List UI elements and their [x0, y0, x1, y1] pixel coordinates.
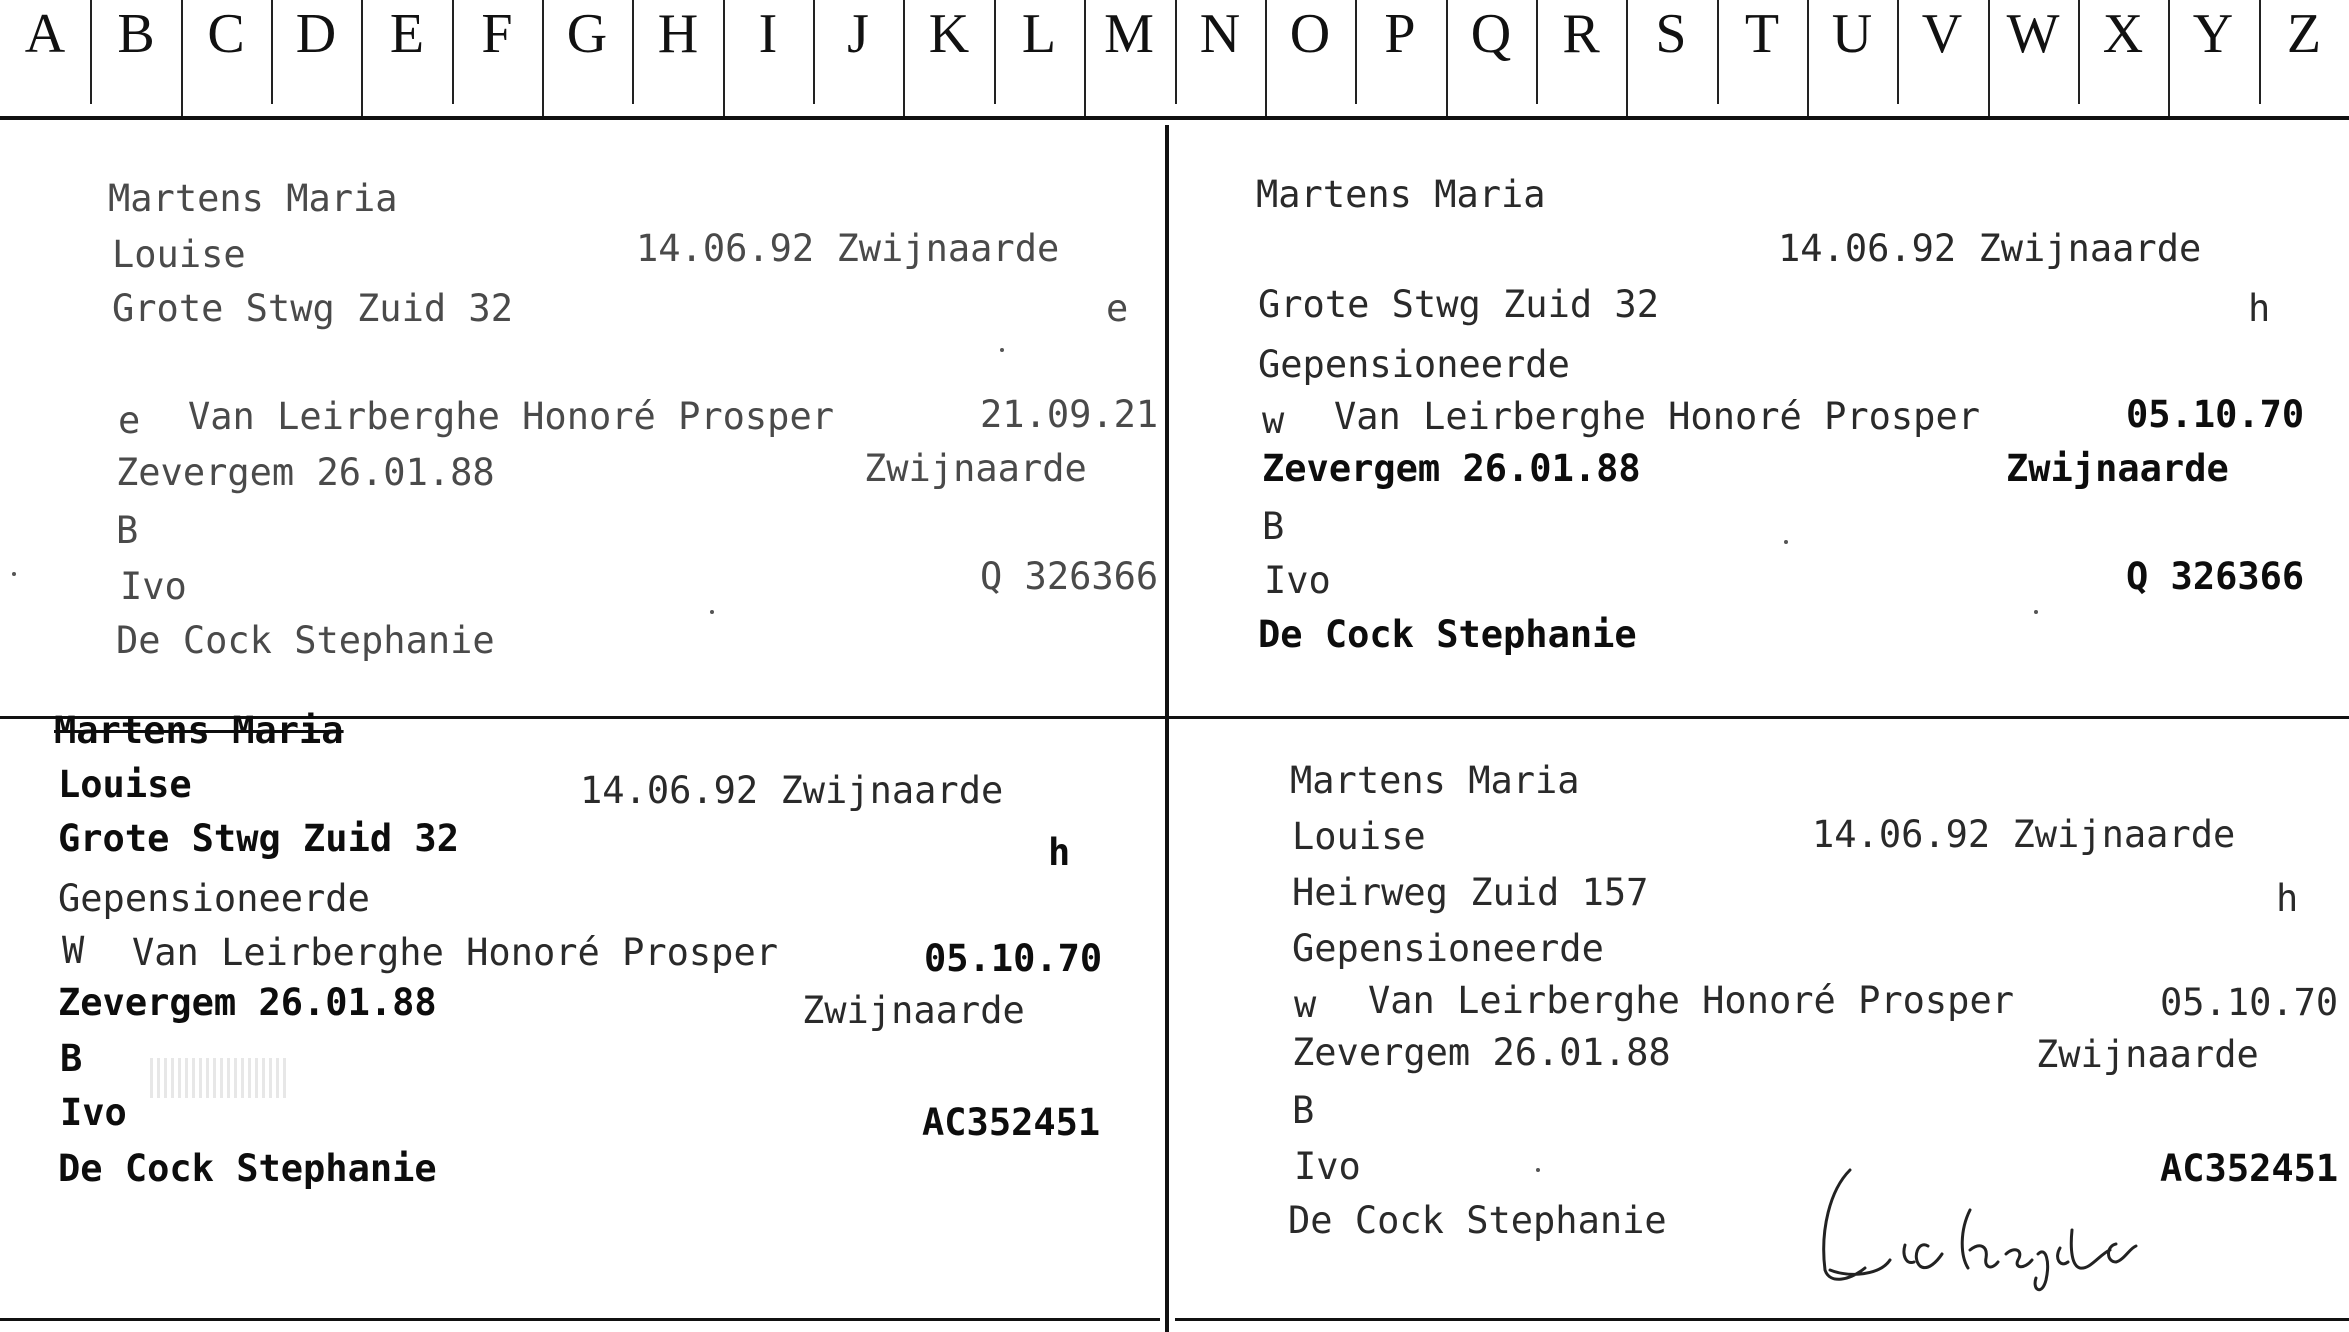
- index-divider: [723, 0, 725, 118]
- card-mother: De Cock Stephanie: [1258, 613, 1637, 656]
- card-address: Grote Stwg Zuid 32: [58, 817, 459, 860]
- index-divider: [1626, 0, 1628, 118]
- card-reference: AC352451: [2160, 1147, 2339, 1190]
- card-name-struck: Martens Maria: [54, 709, 344, 752]
- index-divider: [1536, 0, 1538, 104]
- index-divider: [632, 0, 634, 104]
- index-divider: [1717, 0, 1719, 104]
- index-letter-s: S: [1655, 3, 1687, 65]
- card-mark: e: [1106, 287, 1129, 330]
- card-letter: B: [60, 1037, 83, 1080]
- index-divider: [90, 0, 92, 104]
- index-letter-o: O: [1289, 3, 1331, 65]
- paper-speck: [2034, 610, 2038, 614]
- index-letter-g: G: [566, 3, 608, 65]
- card-spouse: Van Leirberghe Honoré Prosper: [1368, 979, 2015, 1022]
- card-letter: B: [116, 509, 139, 552]
- bottom-rule-left: [0, 1318, 1160, 1321]
- index-letter-j: J: [847, 3, 869, 65]
- card-spouse-birth: Zevergem 26.01.88: [116, 451, 495, 494]
- index-letter-b: B: [117, 3, 155, 65]
- card-birth: 14.06.92 Zwijnaarde: [636, 227, 1060, 270]
- card-spouse-birth: Zevergem 26.01.88: [1262, 447, 1641, 490]
- index-divider: [1897, 0, 1899, 104]
- index-letter-h: H: [657, 3, 699, 65]
- card-mother: De Cock Stephanie: [58, 1147, 437, 1190]
- handwritten-signature: [1810, 1150, 2200, 1300]
- paper-speck: [1000, 348, 1004, 352]
- card-name: Martens Maria: [108, 177, 398, 220]
- card-address: Grote Stwg Zuid 32: [112, 287, 513, 330]
- card-child: Ivo: [120, 565, 187, 608]
- index-letter-n: N: [1199, 3, 1241, 65]
- card-spouse: Van Leirberghe Honoré Prosper: [188, 395, 835, 438]
- index-letter-t: T: [1744, 3, 1780, 65]
- index-divider: [181, 0, 183, 118]
- index-letter-a: A: [24, 3, 66, 65]
- index-letter-y: Y: [2192, 3, 2234, 65]
- card-spouse: Van Leirberghe Honoré Prosper: [132, 931, 779, 974]
- index-letter-x: X: [2102, 3, 2144, 65]
- card-spouse-place: Zwijnaarde: [2036, 1033, 2259, 1076]
- card-spouse-birth: Zevergem 26.01.88: [58, 981, 437, 1024]
- card-given-name: Louise: [58, 763, 192, 806]
- card-birth: 14.06.92 Zwijnaarde: [580, 769, 1004, 812]
- alphabet-index: [0, 0, 2349, 118]
- card-birth: 14.06.92 Zwijnaarde: [1812, 813, 2236, 856]
- card-letter: B: [1292, 1089, 1315, 1132]
- index-divider: [271, 0, 273, 104]
- index-divider: [1988, 0, 1990, 118]
- index-divider: [1084, 0, 1086, 118]
- card-mark: h: [2276, 877, 2299, 920]
- card-mark: h: [1048, 831, 1071, 874]
- card-spouse-prefix: w: [1262, 399, 1285, 442]
- card-reference: AC352451: [922, 1101, 1101, 1144]
- index-letter-u: U: [1831, 3, 1873, 65]
- card-spouse-date: 05.10.70: [924, 937, 1103, 980]
- card-spouse-date: 05.10.70: [2160, 981, 2339, 1024]
- index-divider: [2259, 0, 2261, 104]
- card-mother: De Cock Stephanie: [116, 619, 495, 662]
- card-spouse: Van Leirberghe Honoré Prosper: [1334, 395, 1981, 438]
- center-divider: [1165, 125, 1169, 1332]
- index-divider: [1355, 0, 1357, 104]
- index-divider: [994, 0, 996, 104]
- index-letter-r: R: [1562, 3, 1600, 65]
- bottom-rule-right: [1175, 1318, 2349, 1321]
- index-divider: [903, 0, 905, 118]
- card-spouse-place: Zwijnaarde: [864, 447, 1087, 490]
- card-address: Heirweg Zuid 157: [1292, 871, 1649, 914]
- paper-speck: [710, 610, 714, 614]
- paper-speck: [12, 572, 16, 576]
- index-divider: [1807, 0, 1809, 118]
- card-spouse-prefix: e: [118, 399, 141, 442]
- index-divider: [813, 0, 815, 104]
- card-name: Martens Maria: [1256, 173, 1546, 216]
- index-letter-p: P: [1384, 3, 1416, 65]
- card-address: Grote Stwg Zuid 32: [1258, 283, 1659, 326]
- index-letter-d: D: [295, 3, 337, 65]
- index-letter-e: E: [389, 3, 425, 65]
- card-birth: 14.06.92 Zwijnaarde: [1778, 227, 2202, 270]
- index-rule: [0, 116, 2349, 120]
- card-occupation: Gepensioneerde: [1258, 343, 1570, 386]
- smudge: [150, 1058, 290, 1098]
- index-letter-v: V: [1921, 3, 1963, 65]
- card-spouse-prefix: w: [1294, 983, 1317, 1026]
- index-letter-f: F: [481, 3, 513, 65]
- card-spouse-place: Zwijnaarde: [802, 989, 1025, 1032]
- index-letter-q: Q: [1470, 3, 1512, 65]
- index-divider: [2168, 0, 2170, 118]
- index-letter-k: K: [928, 3, 970, 65]
- index-letter-w: W: [2006, 3, 2060, 65]
- index-letter-m: M: [1104, 3, 1154, 65]
- card-child: Ivo: [60, 1091, 127, 1134]
- index-divider: [1265, 0, 1267, 118]
- index-divider: [361, 0, 363, 118]
- card-spouse-date: 05.10.70: [2126, 393, 2305, 436]
- index-letter-c: C: [207, 3, 245, 65]
- paper-speck: [1536, 1168, 1540, 1172]
- index-divider: [1175, 0, 1177, 104]
- card-name: Martens Maria: [1290, 759, 1580, 802]
- card-mark: h: [2248, 287, 2271, 330]
- card-spouse-prefix: W: [62, 929, 85, 972]
- card-spouse-date: 21.09.21: [980, 393, 1159, 436]
- card-reference: Q 326366: [2126, 555, 2305, 598]
- card-spouse-place: Zwijnaarde: [2006, 447, 2229, 490]
- card-reference: Q 326366: [980, 555, 1159, 598]
- card-occupation: Gepensioneerde: [1292, 927, 1604, 970]
- card-child: Ivo: [1294, 1145, 1361, 1188]
- index-letter-z: Z: [2286, 3, 2322, 65]
- card-spouse-birth: Zevergem 26.01.88: [1292, 1031, 1671, 1074]
- card-occupation: Gepensioneerde: [58, 877, 370, 920]
- paper-speck: [1784, 540, 1788, 544]
- card-given-name: Louise: [112, 233, 246, 276]
- index-divider: [542, 0, 544, 118]
- card-child: Ivo: [1264, 559, 1331, 602]
- card-letter: B: [1262, 505, 1285, 548]
- index-divider: [1446, 0, 1448, 118]
- card-given-name: Louise: [1292, 815, 1426, 858]
- index-letter-i: I: [758, 3, 778, 65]
- middle-rule-right: [1167, 716, 2349, 719]
- index-letter-l: L: [1021, 3, 1057, 65]
- index-divider: [452, 0, 454, 104]
- index-divider: [2078, 0, 2080, 104]
- card-mother: De Cock Stephanie: [1288, 1199, 1667, 1242]
